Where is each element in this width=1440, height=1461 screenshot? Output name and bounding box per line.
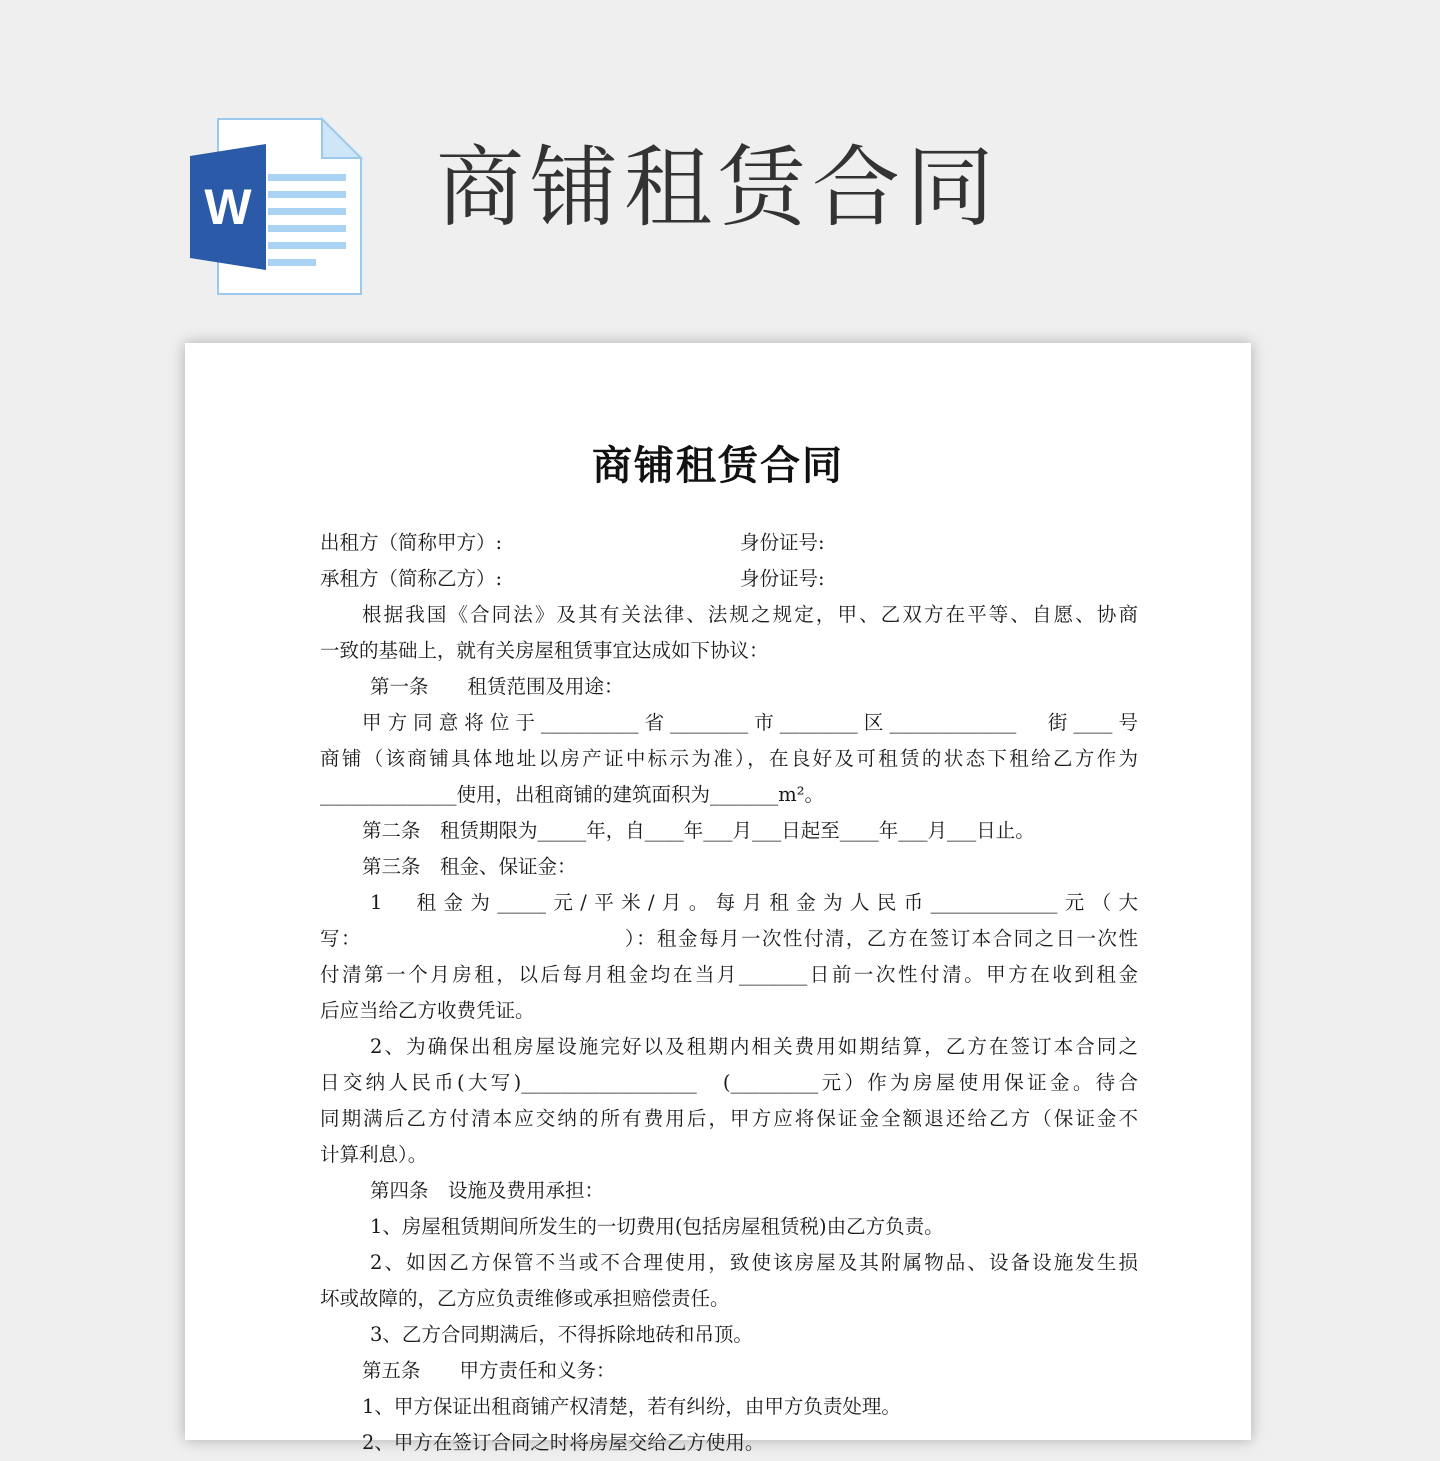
word-document-icon bbox=[188, 116, 364, 298]
document-body bbox=[320, 525, 1138, 1461]
party-line-lessor bbox=[320, 525, 1138, 561]
paragraph-line: 1、房屋租赁期间所发生的一切费用(包括房屋租赁税)由乙方负责。 bbox=[370, 1215, 944, 1238]
paragraph-line: 1 租金为_____元/平米/月。每月租金为人民币_____________元（大 bbox=[370, 891, 1138, 914]
word-letter-w: W bbox=[204, 179, 252, 235]
paragraph-line: 计算利息）。 bbox=[320, 1143, 428, 1166]
lessee-label: 承租方（简称乙方）: bbox=[320, 567, 503, 590]
article-heading: 第五条 甲方责任和义务： bbox=[362, 1359, 616, 1382]
article-heading: 第二条 租赁期限为_____年，自____年___月___日起至____年___月___日止。 bbox=[362, 819, 1035, 842]
paragraph-line: 2、如因乙方保管不当或不合理使用，致使该房屋及其附属物品、设备设施发生损 bbox=[370, 1251, 1138, 1274]
paragraph-line: 后应当给乙方收费凭证。 bbox=[320, 999, 535, 1022]
lessee-id-label: 身份证号: bbox=[740, 567, 825, 590]
paragraph-line: 写： ）：租金每月一次性付清，乙方在签订本合同之日一次性 bbox=[320, 927, 1138, 950]
document-title: 商铺租赁合同 bbox=[592, 443, 844, 489]
paragraph-line: 一致的基础上，就有关房屋租赁事宜达成如下协议： bbox=[320, 639, 769, 662]
party-line-lessee bbox=[320, 561, 1138, 597]
paragraph-line: 日交纳人民币(大写)__________________ (_________元）作为房屋使用保证金。待合 bbox=[320, 1071, 1138, 1094]
document-preview bbox=[185, 343, 1251, 1454]
lessor-label: 出租方（简称甲方）: bbox=[320, 531, 503, 554]
paragraph-line: 2、为确保出租房屋设施完好以及租期内相关费用如期结算，乙方在签订本合同之 bbox=[370, 1035, 1138, 1058]
paragraph-line: 坏或故障的，乙方应负责维修或承担赔偿责任。 bbox=[320, 1287, 730, 1310]
paragraph-line: 2、甲方在签订合同之时将房屋交给乙方使用。 bbox=[362, 1431, 765, 1454]
paragraph-line: 甲方同意将位于__________省________市________区_____________ 街____号 bbox=[362, 711, 1138, 734]
paragraph-line: 3、乙方合同期满后，不得拆除地砖和吊顶。 bbox=[370, 1323, 753, 1346]
lessor-id-label: 身份证号: bbox=[740, 531, 825, 554]
article-heading: 第一条 租赁范围及用途： bbox=[370, 675, 624, 698]
paragraph-line: 同期满后乙方付清本应交纳的所有费用后，甲方应将保证金全额退还给乙方（保证金不 bbox=[320, 1107, 1138, 1130]
paragraph-line: 1、甲方保证出租商铺产权清楚，若有纠纷，由甲方负责处理。 bbox=[362, 1395, 901, 1418]
paragraph-line: 商铺（该商铺具体地址以房产证中标示为准），在良好及可租赁的状态下租给乙方作为 bbox=[320, 747, 1138, 770]
paragraph-line: 根据我国《合同法》及其有关法律、法规之规定，甲、乙双方在平等、自愿、协商 bbox=[362, 603, 1138, 626]
paragraph-line: 付清第一个月房租，以后每月租金均在当月_______日前一次性付清。甲方在收到租金 bbox=[320, 963, 1138, 986]
article-heading: 第三条 租金、保证金： bbox=[362, 855, 577, 878]
article-heading: 第四条 设施及费用承担： bbox=[370, 1179, 605, 1202]
page-title: 商铺租赁合同 bbox=[436, 136, 1001, 239]
paragraph-line: ______________使用，出租商铺的建筑面积为_______m²。 bbox=[320, 783, 825, 806]
